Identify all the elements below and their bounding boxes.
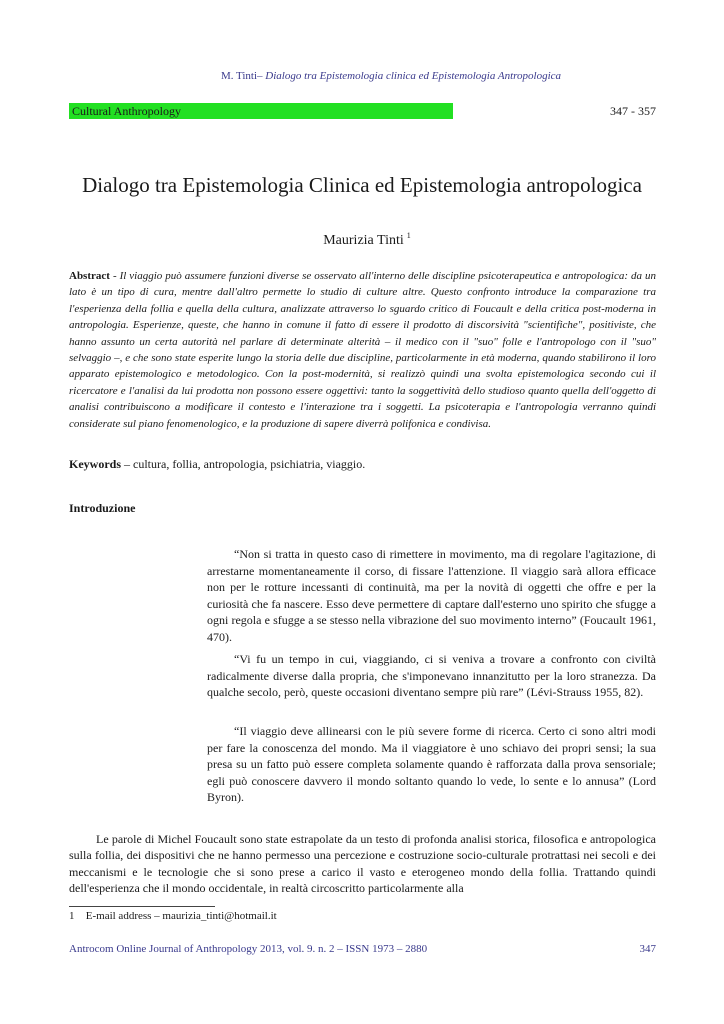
- running-head-author: M. Tinti–: [220, 70, 263, 82]
- body-paragraph: [69, 831, 656, 896]
- epigraph-quote-foucault: [207, 546, 656, 645]
- page-range: 347 - 357: [610, 104, 656, 118]
- running-head-title: Dialogo tra Epistemologia clinica ed Epistemologia Antropologica: [265, 70, 562, 82]
- footnote-text[interactable]: E-mail address – maurizia_tinti@hotmail.it: [85, 910, 277, 922]
- author-footnote-mark[interactable]: 1: [406, 231, 411, 240]
- author-name: Maurizia Tinti: [323, 233, 404, 248]
- abstract: [69, 268, 656, 432]
- author-line: [0, 231, 724, 249]
- footnote: [69, 910, 277, 922]
- keywords: [69, 457, 656, 472]
- abstract-text: - Il viaggio può assumere funzioni diverse se osservato all'interno delle discipline psicoterapeutica e antropologica: da un lato è un tipo di cura, mentre dall'altro permette lo studio di culture altre. Questo confronto introduce la comparazione tra l'esperienza della follia e quella della cultura, analizzate attraverso lo sguardo critico di Foucault e della critica post-moderna in antropologia. Esperienze, queste, che hanno in comune il fatto di essere il prodotto di discorsività "scientifiche", positiviste, che hanno assunto un certa autorità nel parlare di determinate alterità – il medico con il "suo" folle e l'antropologo con il "suo" selvaggio –, e che sono state esperite lungo la storia delle due discipline, particolarmente in età moderna, quando stabilirono il loro apparato epistemologico e metodologico. Con la post-modernità, si realizzò quindi una svolta epistemologica secondo cui il ricercatore e l'analisi da lui prodotta non possono essere oggettivi: tanto la soggettività dello studioso quanto quella dell'oggetto di analisi contribuiscono a modificare il contesto e l'interazione tra i soggetti. La psicoterapia e l'antropologia verranno quindi considerate sul piano fenomenologico, e la produzione di sapere diverrà polifonica e condivisa.: [69, 270, 657, 430]
- footer-page-number: 347: [639, 943, 656, 955]
- footnote-divider: [69, 906, 215, 907]
- abstract-label: Abstract: [69, 270, 110, 282]
- keywords-text: – cultura, follia, antropologia, psichiatria, viaggio.: [124, 457, 366, 471]
- paragraph-text: Le parole di Michel Foucault sono state estrapolate da un testo di profonda analisi storica, filosofica e antropologica sulla follia, dei dispositivi che ne hanno permesso una percezione e costruzione socio-culturale protrattasi nei secoli e dei meccanismi e le tecnologie che si sono prese a carico il vasto e eterogeneo mondo della follia. Trattando quindi dell'esperienza che il mondo occidentale, in realtà circoscritto particolarmente alla: [69, 832, 656, 895]
- epigraph-quote-byron: [207, 723, 656, 806]
- footnote-number: 1: [69, 910, 75, 922]
- section-heading-introduzione: Introduzione: [69, 501, 136, 515]
- quote-text: “Il viaggio deve allinearsi con le più severe forme di ricerca. Certo ci sono altri modi per fare la conoscenza del mondo. Ma il viaggiatore è uno schiavo dei propri sensi; la sua presa su un fatto può essere completa solamente quando è rafforzata dalla prova sensoriale; egli può conoscere davvero il mondo soltanto quando lo vede, lo sente e lo annusa” (Lord Byron).: [207, 724, 656, 804]
- running-head: [0, 70, 724, 82]
- footer-journal-citation: Antrocom Online Journal of Anthropology 2013, vol. 9. n. 2 – ISSN 1973 – 2880: [69, 943, 428, 955]
- keywords-label: Keywords: [69, 457, 121, 471]
- section-label-bar: Cultural Anthropology: [69, 103, 453, 119]
- quote-text: “Vi fu un tempo in cui, viaggiando, ci si veniva a trovare a confronto con civiltà radicalmente diverse dalla propria, che s'imponevano innanzitutto per la loro stranezza. Da qualche secolo, però, queste occasioni diventano sempre più rare” (Lévi-Strauss 1955, 82).: [207, 652, 656, 699]
- quote-text: “Non si tratta in questo caso di rimettere in movimento, ma di regolare l'agitazione, di arrestarne momentaneamente il corso, di fissare l'attenzione. Il viaggio sarà allora efficace non per le rotture incessanti di continuità, ma per la novità di oggetti che offre e per la curiosità che fa nascere. Esso deve permettere di captare dall'esterno uno spirito che sfugge a ogni regola e sfugge a se stesso nella vibrazione del suo movimento interno” (Foucault 1961, 470).: [207, 547, 656, 644]
- article-title: Dialogo tra Epistemologia Clinica ed Epistemologia antropologica: [82, 173, 642, 197]
- epigraph-quote-levi-strauss: [207, 651, 656, 701]
